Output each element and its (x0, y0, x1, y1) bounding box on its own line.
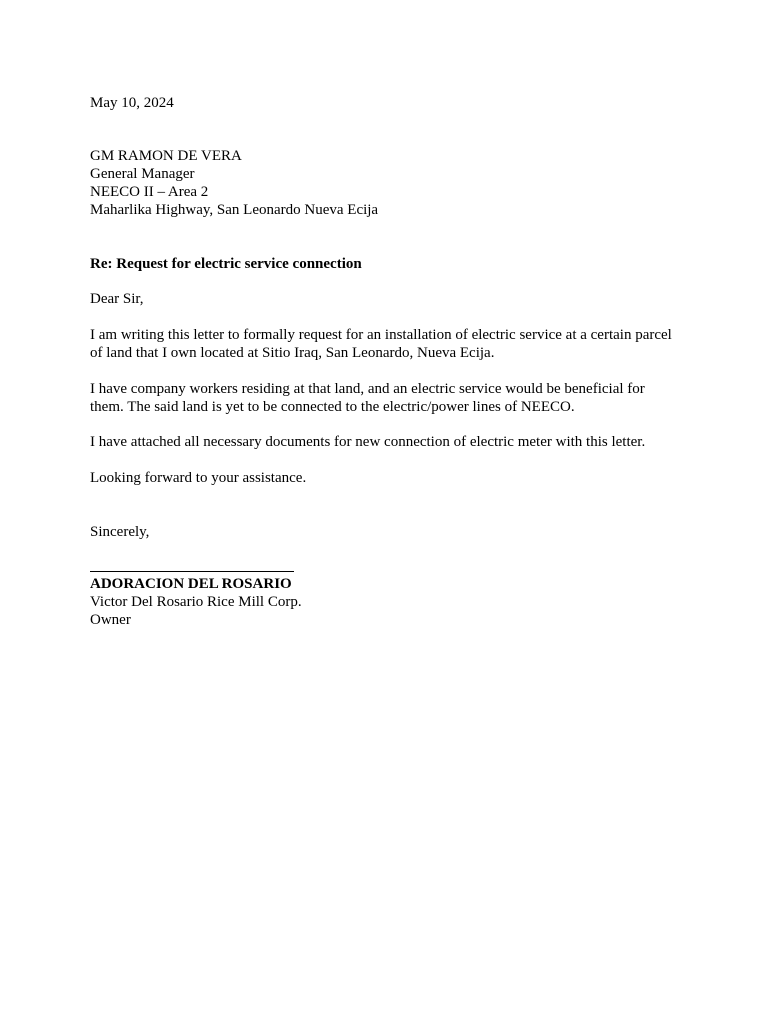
closing-text: Sincerely, (90, 524, 150, 540)
recipient-name: GM RAMON DE VERA (90, 148, 242, 164)
closing (90, 523, 690, 541)
paragraph-line: I have attached all necessary documents for new connection of electric meter with this letter. (90, 434, 646, 450)
paragraph-line: I am writing this letter to formally request for an installation of electric service at a certain parcel (90, 327, 672, 343)
subject-text: Re: Request for electric service connection (90, 256, 362, 272)
recipient-title: General Manager (90, 166, 195, 182)
salutation (90, 290, 690, 308)
body-paragraph-4 (90, 469, 680, 487)
signatory-company: Victor Del Rosario Rice Mill Corp. (90, 594, 302, 610)
paragraph-line: I have company workers residing at that land, and an electric service would be beneficial for (90, 381, 645, 397)
signature-line (90, 571, 294, 572)
signatory-name: ADORACION DEL ROSARIO (90, 576, 292, 592)
date-text: May 10, 2024 (90, 95, 174, 111)
paragraph-line: of land that I own located at Sitio Iraq, San Leonardo, Nueva Ecija. (90, 345, 495, 361)
signature-block (90, 575, 690, 629)
paragraph-line: them. The said land is yet to be connected to the electric/power lines of NEECO. (90, 399, 575, 415)
letter-date (90, 94, 690, 112)
body-paragraph-2 (90, 380, 680, 416)
paragraph-line: Looking forward to your assistance. (90, 470, 307, 486)
recipient-office: NEECO II – Area 2 (90, 184, 209, 200)
recipient-address-block (90, 147, 690, 219)
body-paragraph-3 (90, 433, 680, 451)
signatory-position: Owner (90, 612, 131, 628)
salutation-text: Dear Sir, (90, 291, 144, 307)
subject-line (90, 255, 690, 273)
recipient-address: Maharlika Highway, San Leonardo Nueva Ecija (90, 202, 379, 218)
body-paragraph-1 (90, 326, 680, 362)
